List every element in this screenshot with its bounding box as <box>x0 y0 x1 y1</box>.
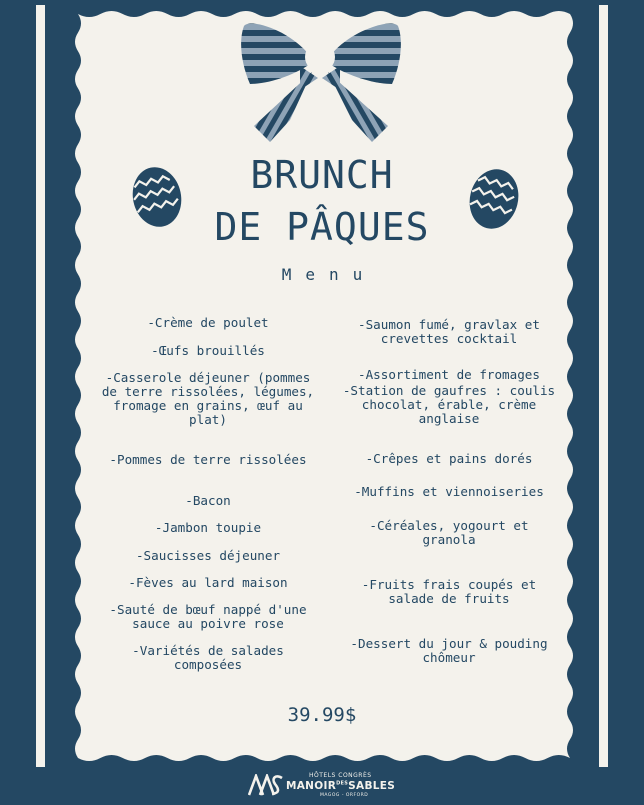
brand-location-text: MAGOG - ORFORD <box>320 793 369 798</box>
brand-word: SABLES <box>348 780 396 792</box>
menu-item: -Crème de poulet <box>147 315 269 330</box>
menu-item: -Station de gaufres : coulis chocolat, érable, crème anglaise <box>342 383 556 426</box>
menu-item: -Jambon toupie <box>154 520 262 535</box>
title-line-1: BRUNCH <box>250 153 394 197</box>
menu-item: -Sauté de bœuf nappé d'une sauce au poivre rose <box>109 602 307 631</box>
menu-item: -Variétés de salades composées <box>132 643 284 672</box>
price: 39.99$ <box>287 704 357 726</box>
brand-word: MANOIR <box>286 780 337 792</box>
logo-mark-icon <box>248 774 284 796</box>
title-line-2: DE PÂQUES <box>214 205 430 249</box>
menu-item: -Muffins et viennoiseries <box>354 484 544 499</box>
menu-item: -Œufs brouillés <box>151 343 265 358</box>
menu-item: -Saumon fumé, gravlax et crevettes cocktail <box>358 317 540 346</box>
hotel-logo <box>248 772 408 800</box>
menu-item: -Saucisses déjeuner <box>135 548 281 563</box>
menu-subtitle: Menu <box>281 265 377 284</box>
brand-top-text: HÔTELS CONGRÈS <box>309 772 372 779</box>
menu-item: -Dessert du jour & pouding chômeur <box>350 636 548 665</box>
brand-des: DES <box>336 780 349 787</box>
menu-item: -Pommes de terre rissolées <box>109 452 307 467</box>
menu-item: -Céréales, yogourt et granola <box>369 518 529 547</box>
menu-item: -Casserole déjeuner (pommes de terre rissolées, légumes, fromage en grains, œuf au plat) <box>101 370 315 427</box>
menu-item: -Fèves au lard maison <box>128 575 288 590</box>
menu-item: -Bacon <box>185 493 231 508</box>
menu-item: -Assortiment de fromages <box>358 367 540 382</box>
menu-item: -Crêpes et pains dorés <box>365 451 533 466</box>
brand-main-text <box>286 780 395 792</box>
menu-item: -Fruits frais coupés et salade de fruits <box>361 577 537 606</box>
